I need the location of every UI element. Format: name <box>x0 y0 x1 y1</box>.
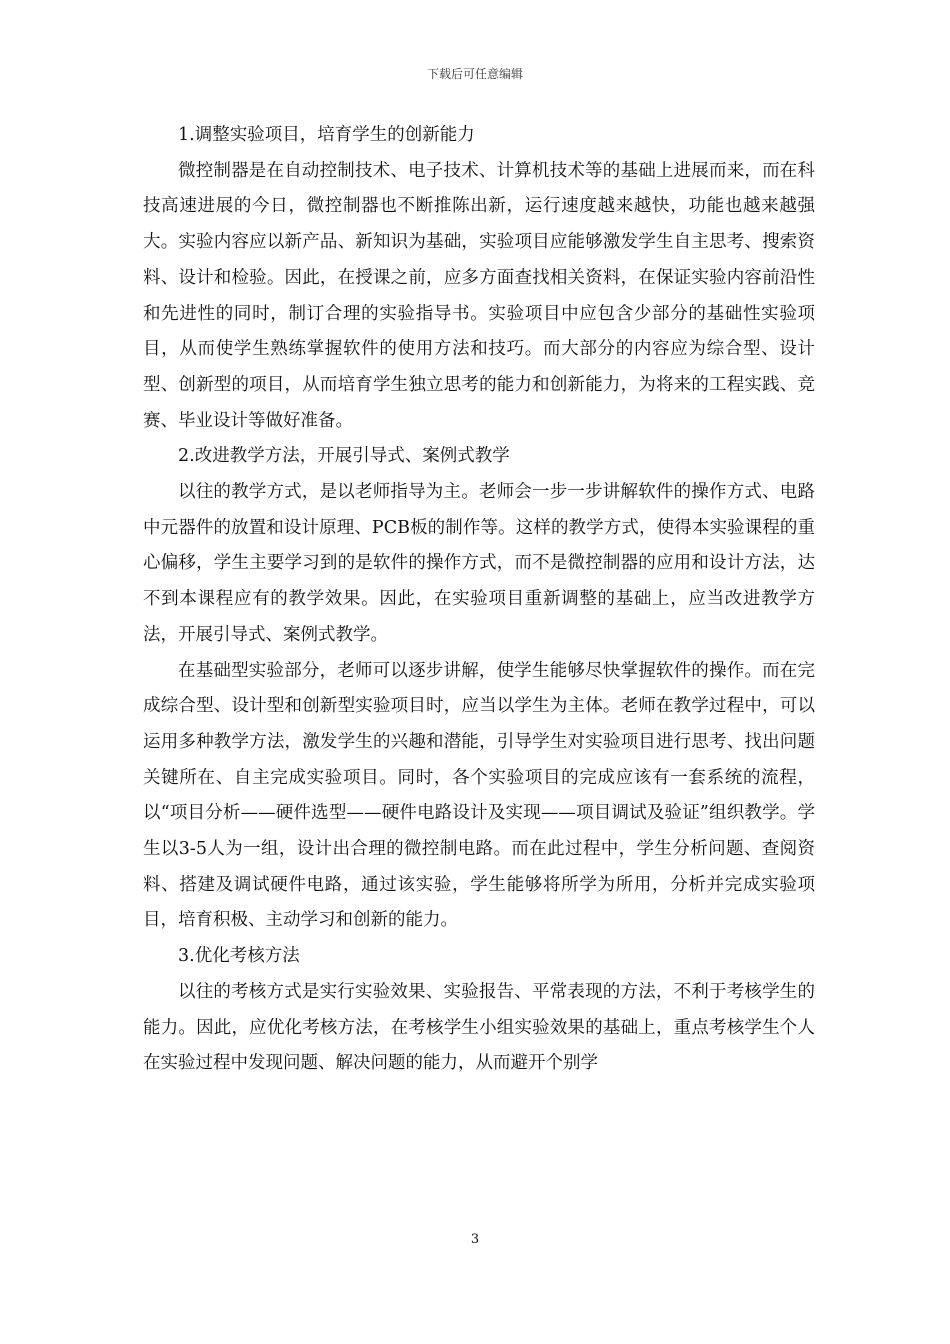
section-heading-2: 2.改进教学方法，开展引导式、案例式教学 <box>178 446 510 467</box>
section-heading-1: 1.调整实验项目，培育学生的创新能力 <box>178 125 475 145</box>
paragraph-2: 以往的教学方式，是以老师指导为主。老师会一步一步讲解软件的操作方式、电路中元器件的放置和设计原理、PCB板的制作等。这样的教学方式，使得本实验课程的重心偏移，学生主要学习到的是软件的操作方式，而不是微控制器的应用和设计方法，达不到本课程应有的教学效果。因此，在实验项目重新调整的基础上，应当改进教学方法，开展引导式、案例式教学。 <box>143 482 815 645</box>
paragraph-3: 在基础型实验部分，老师可以逐步讲解，使学生能够尽快掌握软件的操作。而在完成综合型、设计型和创新型实验项目时，应当以学生为主体。老师在教学过程中，可以运用多种教学方法，激发学生的兴趣和潜能，引导学生对实验项目进行思考、找出问题关键所在、自主完成实验项目。同时，各个实验项目的完成应该有一套系统的流程，以“项目分析——硬件选型——硬件电路设计及实现——项目调试及验证”组织教学。学生以3-5人为一组，设计出合理的微控制电路。而在此过程中，学生分析问题、查阅资料、搭建及调试硬件电路，通过该实验，学生能够将所学为所用，分析并完成实验项目，培育积极、主动学习和创新的能力。 <box>143 660 815 931</box>
paragraph-4: 以往的考核方式是实行实验效果、实验报告、平常表现的方法，不利于考核学生的能力。因此，应优化考核方法，在考核学生小组实验效果的基础上，重点考核学生个人在实验过程中发现问题、解决问题的能力，从而避开个别学 <box>143 981 815 1074</box>
page-number: 3 <box>470 1232 480 1247</box>
section-heading-3: 3.优化考核方法 <box>178 946 300 967</box>
paragraph-1: 微控制器是在自动控制技术、电子技术、计算机技术等的基础上进展而来，而在科技高速进展的今日，微控制器也不断推陈出新，运行速度越来越快，功能也越来越强大。实验内容应以新产品、新知识为基础，实验项目应能够激发学生自主思考、搜索资料、设计和检验。因此，在授课之前，应多方面查找相关资料，在保证实验内容前沿性和先进性的同时，制订合理的实验指导书。实验项目中应包含少部分的基础性实验项目，从而使学生熟练掌握软件的使用方法和技巧。而大部分的内容应为综合型、设计型、创新型的项目，从而培育学生独立思考的能力和创新能力，为将来的工程实践、竞赛、毕业设计等做好准备。 <box>143 160 815 431</box>
page-header: 下载后可任意编辑 <box>426 67 523 81</box>
document-body <box>143 118 815 1082</box>
